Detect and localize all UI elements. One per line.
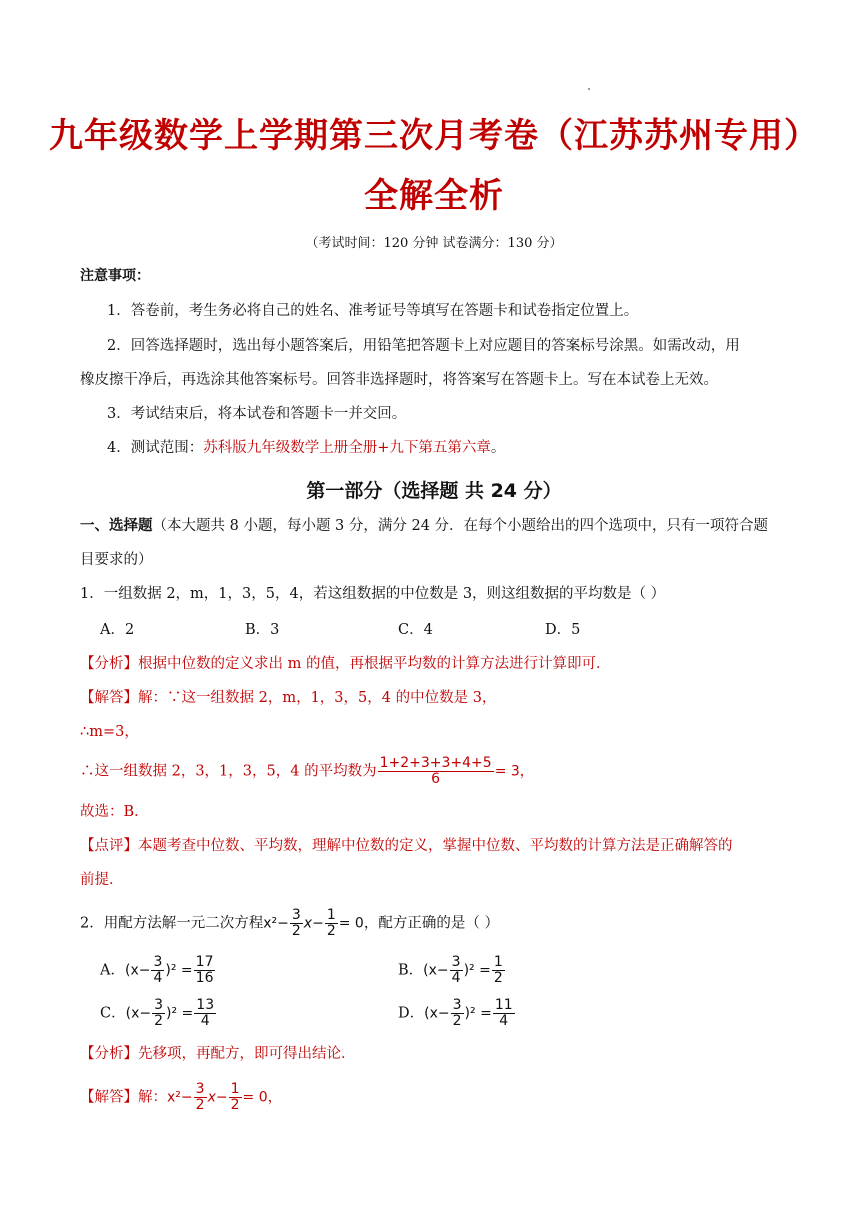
q2-answer-frac2-num: 1 — [230, 1081, 240, 1097]
note-item-2-line2: 橡皮擦干净后，再选涂其他答案标号。回答非选择题时，将答案写在答题卡上。写在本试卷上无效。 — [80, 372, 718, 388]
q2-option-a-frac — [151, 955, 164, 986]
q2-option-a-label: A． — [100, 962, 125, 979]
q2-option-d-rhs: )² = — [464, 1005, 492, 1022]
q2-option-c-rhs: )² = — [166, 1005, 194, 1022]
q2-option-d-fd: 2 — [452, 1013, 462, 1029]
q2-answer-frac1 — [194, 1082, 207, 1113]
q1-answer-line1: 【解答】解：∵这一组数据 2，m，1，3，5，4 的中位数是 3， — [80, 690, 497, 706]
notes-heading: 注意事项： — [80, 268, 150, 284]
page-mark — [588, 88, 590, 90]
q2-option-b-rn: 1 — [493, 954, 503, 970]
q2-eq-frac1-den: 2 — [291, 923, 301, 939]
q2-answer-minus2: − — [215, 1089, 228, 1106]
q2-option-b-rd: 2 — [493, 970, 503, 986]
q2-answer-suffix: ， — [267, 1089, 283, 1106]
q2-eq-frac1 — [290, 908, 303, 939]
q2-option-d-rd: 4 — [499, 1013, 509, 1029]
q2-option-d-rn: 11 — [494, 997, 513, 1013]
q1-analysis: 【分析】根据中位数的定义求出 m 的值，再根据平均数的计算方法进行计算即可． — [80, 656, 611, 672]
q2-eq-minus1: − — [277, 915, 289, 932]
q1-mean-numerator: 1+2+3+3+4+5 — [379, 755, 492, 771]
q2-eq-x: x — [303, 915, 313, 932]
section-title: 第一部分（选择题 共 24 分） — [306, 480, 562, 502]
section-heading-rest: （本大题共 8 小题，每小题 3 分，满分 24 分．在每个小题给出的四个选项中，只有一项符合题 — [152, 518, 769, 534]
q2-option-c-frac — [152, 998, 165, 1029]
q1-option-d: D．5 — [545, 622, 581, 638]
q2-option-c-rn: 13 — [196, 997, 215, 1013]
test-range: 苏科版九年级数学上册全册+九下第五第六章 — [203, 440, 491, 456]
q2-option-b-fn: 3 — [451, 954, 461, 970]
q2-option-a-fn: 3 — [153, 954, 163, 970]
q2-option-c-fd: 2 — [154, 1013, 164, 1029]
section-heading-line1 — [80, 516, 768, 536]
q1-answer-line3-prefix: ∴这一组数据 2，3，1，3，5，4 的平均数为 — [80, 763, 377, 780]
q2-eq-frac2-num: 1 — [326, 907, 336, 923]
q2-eq-frac2 — [325, 908, 338, 939]
q2-option-a-rhs: )² = — [165, 962, 193, 979]
q2-option-b-lhs: (x− — [423, 962, 449, 979]
q2-eq-minus2: − — [312, 915, 324, 932]
q2-eq-zero: = 0 — [338, 915, 364, 932]
exam-info: （考试时间：120 分钟 试卷满分：130 分） — [305, 236, 563, 251]
q1-mean-denominator: 6 — [431, 771, 441, 787]
note-item-4-suffix: 。 — [490, 440, 506, 456]
q1-comment-line1: 【点评】本题考查中位数、平均数，理解中位数的定义，掌握中位数、平均数的计算方法是正确解答的 — [80, 838, 733, 854]
q1-comment-line2: 前提． — [80, 872, 124, 888]
q1-choice: 故选：B． — [80, 804, 149, 820]
section-heading-bold: 一、选择题 — [80, 517, 153, 534]
q2-answer-zero: = 0 — [242, 1089, 268, 1106]
note-item-3: 3．考试结束后，将本试卷和答题卡一并交回。 — [107, 406, 407, 422]
q2-stem-suffix: ，配方正确的是（ ） — [363, 915, 499, 932]
q2-option-a-lhs: (x− — [124, 962, 151, 979]
q2-answer-prefix: 【解答】解： — [80, 1089, 167, 1106]
q2-option-d — [398, 998, 516, 1029]
q2-eq-frac2-den: 2 — [326, 923, 336, 939]
q1-option-c: C．4 — [398, 622, 433, 638]
q2-option-c-fn: 3 — [154, 997, 164, 1013]
q2-answer-frac2-den: 2 — [230, 1097, 240, 1113]
q2-eq-frac1-num: 3 — [291, 907, 301, 923]
q2-stem-prefix: 2．用配方法解一元二次方程 — [80, 915, 264, 932]
q2-answer-frac2 — [229, 1082, 242, 1113]
q2-option-b-label: B． — [398, 962, 424, 979]
q2-option-d-frac — [451, 998, 464, 1029]
q2-answer-frac1-den: 2 — [195, 1097, 205, 1113]
q1-option-b: B．3 — [245, 622, 280, 638]
q2-option-c — [100, 998, 217, 1029]
q2-option-b-rhs: )² = — [463, 962, 491, 979]
page-subtitle: 全解全析 — [364, 176, 504, 216]
section-heading-line2: 目要求的） — [80, 552, 153, 568]
q2-answer — [80, 1082, 282, 1113]
q2-option-b-fd: 4 — [451, 970, 461, 986]
note-item-1: 1．答卷前，考生务必将自己的姓名、准考证号等填写在答题卡和试卷指定位置上。 — [107, 303, 639, 319]
q2-option-a-rfrac — [194, 955, 216, 986]
q1-stem: 1．一组数据 2，m，1，3，5，4，若这组数据的中位数是 3，则这组数据的平均数是（ ） — [80, 586, 666, 602]
q2-option-a-fd: 4 — [153, 970, 163, 986]
q1-answer-line2: ∴m=3， — [80, 724, 139, 740]
q2-option-c-label: C． — [100, 1005, 126, 1022]
note-item-4 — [107, 438, 505, 458]
q2-option-d-rfrac — [493, 998, 515, 1029]
q2-answer-minus1: − — [180, 1089, 193, 1106]
q2-option-b-rfrac — [492, 955, 505, 986]
q2-answer-frac1-num: 3 — [195, 1081, 205, 1097]
note-item-2-line1: 2．回答选择题时，选出每小题答案后，用铅笔把答题卡上对应题目的答案标号涂黑。如需改动，用 — [107, 338, 740, 354]
q2-stem — [80, 908, 499, 939]
q2-option-a-rd: 16 — [195, 970, 214, 986]
q1-answer-line3 — [80, 756, 534, 787]
note-item-4-prefix: 4．测试范围： — [107, 440, 204, 456]
q2-option-c-lhs: (x− — [125, 1005, 152, 1022]
q2-option-d-lhs: (x− — [424, 1005, 450, 1022]
q2-option-d-label: D． — [398, 1005, 425, 1022]
q2-option-c-rfrac — [194, 998, 216, 1029]
q2-analysis: 【分析】先移项，再配方，即可得出结论． — [80, 1046, 356, 1062]
q1-answer-line3-suffix: = 3， — [494, 763, 534, 780]
q2-option-b — [398, 955, 506, 986]
q2-eq-x2: x² — [263, 915, 278, 932]
q2-option-d-fn: 3 — [452, 997, 462, 1013]
q1-mean-fraction — [378, 756, 494, 787]
q1-option-a: A．2 — [100, 622, 135, 638]
q2-option-c-rd: 4 — [200, 1013, 210, 1029]
page-title: 九年级数学上学期第三次月考卷（江苏苏州专用） — [49, 116, 819, 156]
q2-answer-x: x — [207, 1089, 216, 1106]
q2-answer-x2: x² — [167, 1089, 181, 1106]
q2-option-b-frac — [450, 955, 463, 986]
q2-option-a — [100, 955, 216, 986]
q2-option-a-rn: 17 — [195, 954, 214, 970]
